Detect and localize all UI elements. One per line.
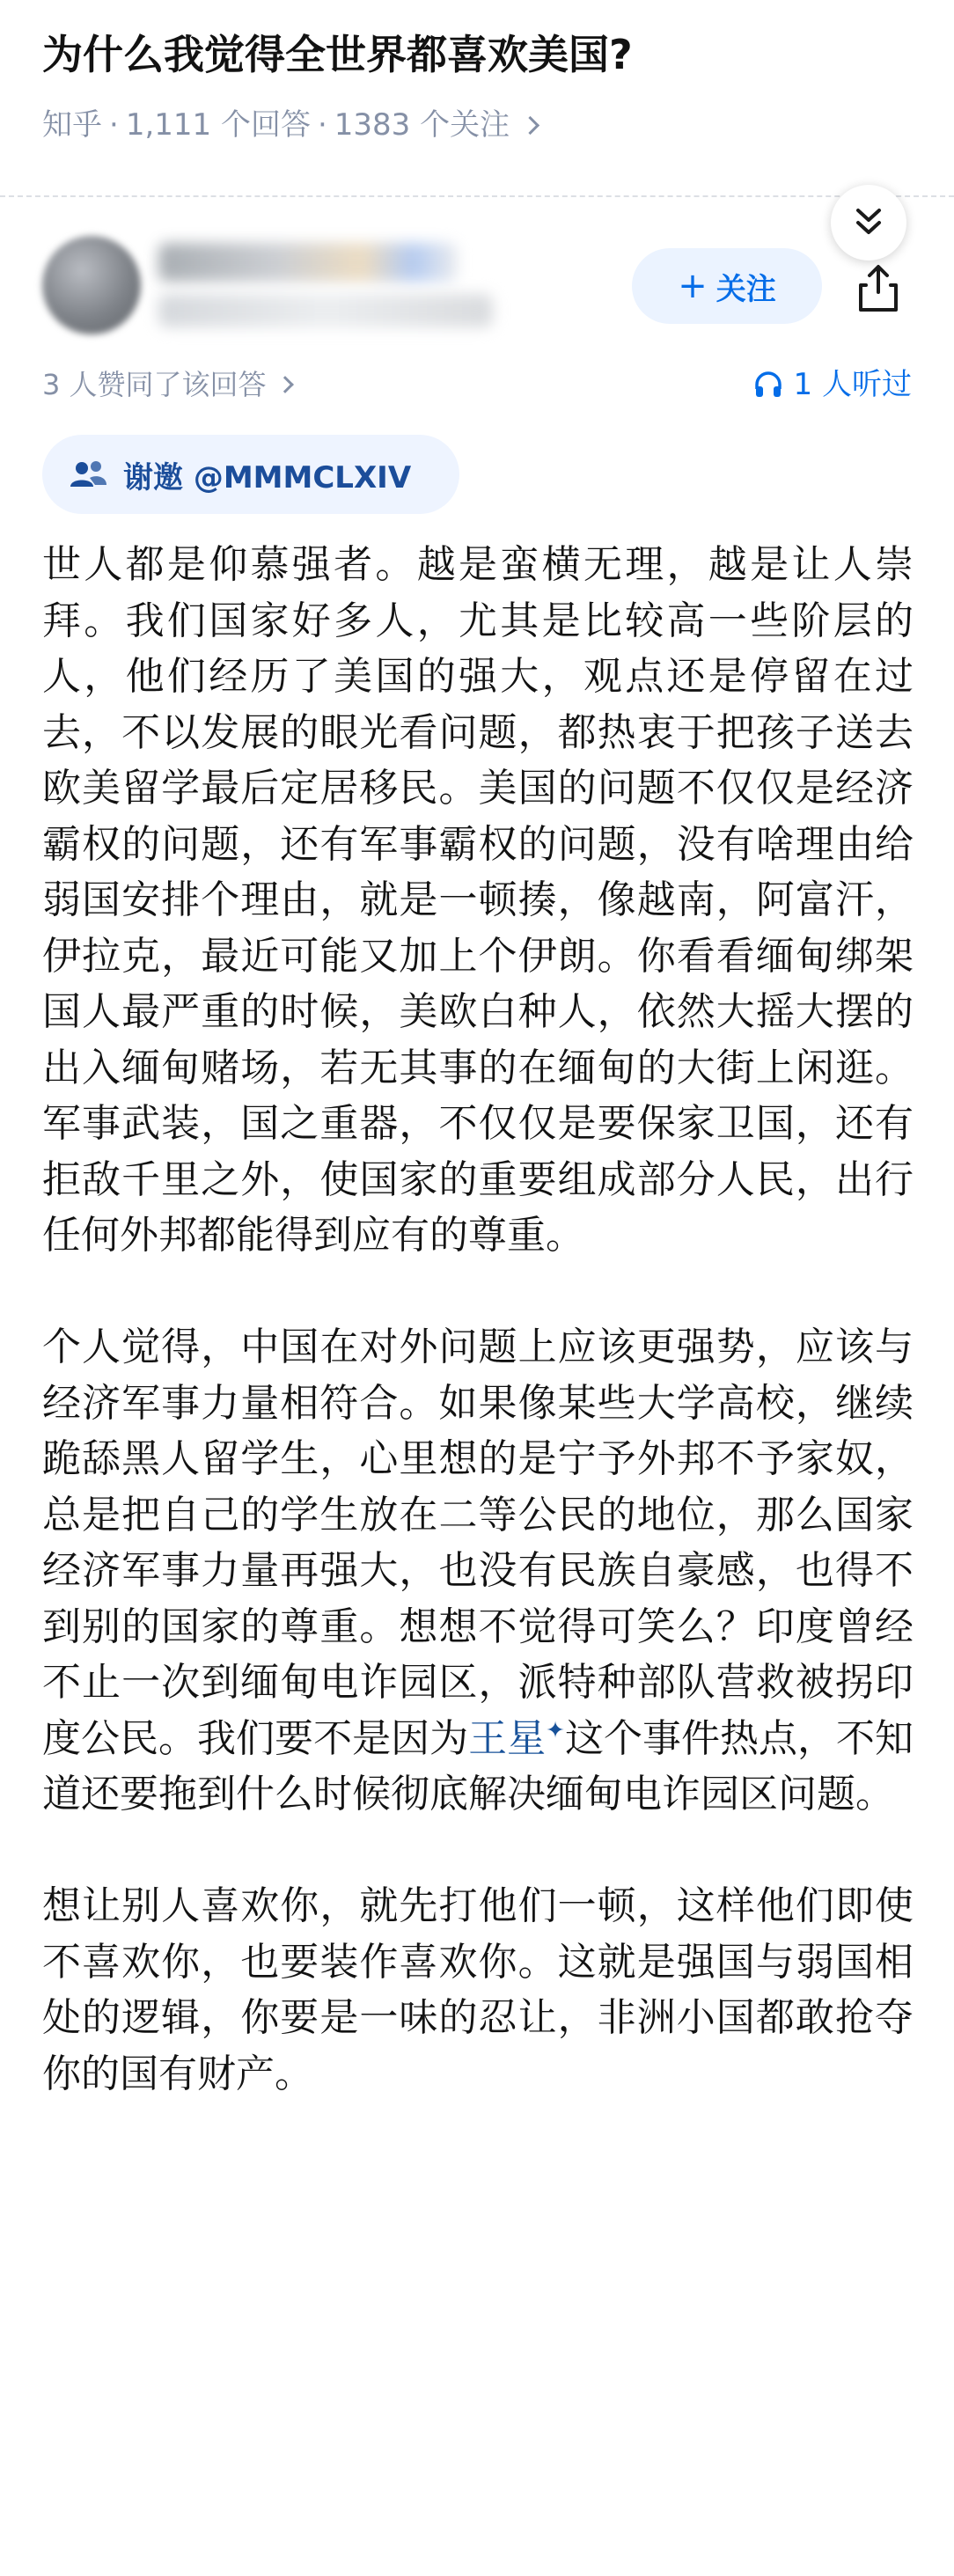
follow-label: 关注	[716, 271, 776, 307]
answer-body	[42, 537, 914, 2102]
source-label: 知乎	[42, 107, 102, 143]
users-icon	[69, 459, 107, 490]
avatar[interactable]	[42, 236, 141, 334]
topic-link[interactable]: 王星	[468, 1715, 547, 1761]
answers-count: 1,111 个回答	[125, 107, 311, 143]
answer-paragraph: 世人都是仰慕强者。越是蛮横无理，越是让人崇拜。我们国家好多人，尤其是比较高一些阶层的人，他们经历了美国的强大，观点还是停留在过去，不以发展的眼光看问题，都热衷于把孩子送去欧美留学最后定居移民。美国的问题不仅仅是经济霸权的问题，还有军事霸权的问题，没有啥理由给弱国安排个理由，就是一顿揍，像越南，阿富汗，伊拉克，最近可能又加上个伊朗。你看看缅甸绑架国人最严重的时候，美欧白种人，依然大摇大摆的出入缅甸赌场，若无其事的在缅甸的大街上闲逛。军事武装，国之重器，不仅仅是要保家卫国，还有拒敌千里之外，使国家的重要组成部分人民，出行任何外邦都能得到应有的尊重。	[42, 542, 914, 1258]
invite-text: 谢邀 @MMMCLXIV	[123, 459, 412, 495]
upvote-summary[interactable]	[42, 363, 291, 407]
sparkle-icon: ✦	[546, 1716, 565, 1743]
share-icon[interactable]	[852, 262, 905, 315]
question-title[interactable]: 为什么我觉得全世界都喜欢美国?	[42, 31, 633, 78]
collapse-button[interactable]	[831, 185, 906, 261]
answer-paragraph	[42, 1319, 914, 1823]
chevron-right-icon	[521, 115, 539, 134]
answer-paragraph: 想让别人喜欢你，就先打他们一顿，这样他们即使不喜欢你，也要装作喜欢你。这就是强国与弱国相处的逻辑，你要是一味的忍让，非洲小国都敢抢夺你的国有财产。	[42, 1883, 914, 2096]
paragraph-text: 个人觉得，中国在对外问题上应该更强势，应该与经济军事力量相符合。如果像某些大学高校，继续跪舔黑人留学生，心里想的是宁予外邦不予家奴，总是把自己的学生放在二等公民的地位，那么国家经济军事力量再强大，也没有民族自豪感，也得不到别的国家的尊重。想想不觉得可笑么？印度曾经不止一次到缅甸电诈园区，派特种部队营救被拐印度公民。我们要不是因为	[42, 1325, 914, 1761]
section-divider	[0, 195, 954, 197]
followers-count: 1383 个关注	[334, 107, 510, 143]
author-name-blurred[interactable]	[158, 243, 458, 282]
upvote-text: 3 人赞同了该回答	[42, 368, 267, 401]
invite-tag[interactable]	[42, 435, 459, 514]
double-chevron-down-icon	[851, 205, 886, 240]
headphones-icon	[753, 370, 783, 400]
author-bio-blurred	[158, 294, 493, 327]
plus-icon: +	[678, 266, 708, 306]
chevron-right-icon	[276, 376, 294, 393]
meta-separator: ·	[317, 107, 327, 143]
listen-text: 1 人听过	[793, 367, 912, 402]
question-meta[interactable]	[42, 99, 537, 151]
listen-count[interactable]	[753, 363, 912, 407]
paragraph-text: 这个事件热点，不知道还要拖到什么时候彻底解决缅甸电诈园区问题。	[42, 1715, 914, 1816]
meta-separator: ·	[109, 107, 119, 143]
follow-button[interactable]	[632, 248, 822, 324]
